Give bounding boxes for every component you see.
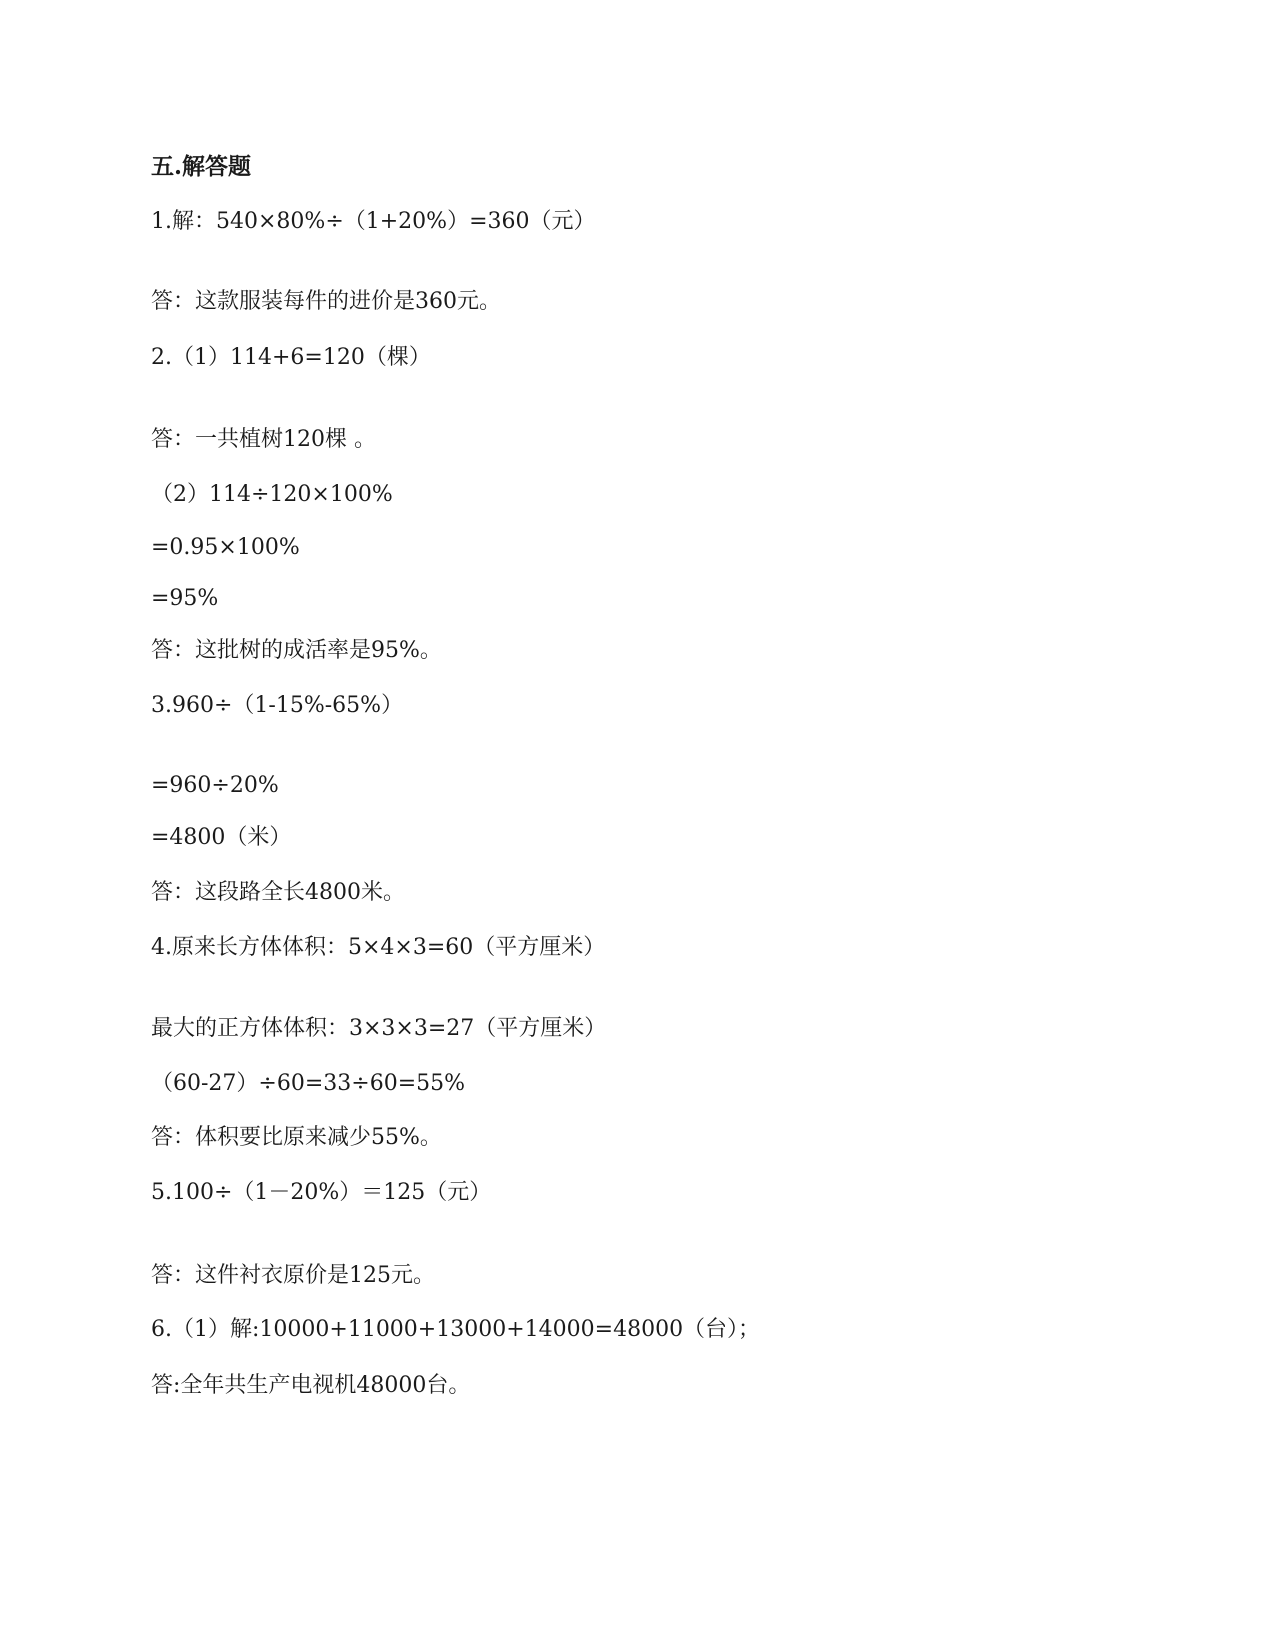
q1-solution: 1.解：540×80%÷（1+20%）=360（元） <box>151 209 596 234</box>
q3-step2: =960÷20% <box>151 773 279 798</box>
q2-part2-answer: 答：这批树的成活率是95%。 <box>151 638 442 663</box>
q2-part2-step1: （2）114÷120×100% <box>151 482 393 507</box>
q4-step2: 最大的正方体体积：3×3×3=27（平方厘米） <box>151 1016 607 1041</box>
q3-step1: 3.960÷（1-15%-65%） <box>151 693 404 718</box>
q4-answer: 答：体积要比原来减少55%。 <box>151 1125 442 1150</box>
q1-answer: 答：这款服装每件的进价是360元。 <box>151 289 501 314</box>
q6-part1-answer: 答:全年共生产电视机48000台。 <box>151 1373 471 1398</box>
q3-step3: =4800（米） <box>151 825 292 850</box>
q3-answer: 答：这段路全长4800米。 <box>151 880 405 905</box>
q4-step1: 4.原来长方体体积：5×4×3=60（平方厘米） <box>151 935 606 960</box>
q2-part2-step3: =95% <box>151 586 219 611</box>
q5-answer: 答：这件衬衣原价是125元。 <box>151 1263 435 1288</box>
q4-step3: （60-27）÷60=33÷60=55% <box>151 1071 466 1096</box>
q5-solution: 5.100÷（1－20%）＝125（元） <box>151 1180 492 1205</box>
q2-part1-answer: 答：一共植树120棵 。 <box>151 427 376 452</box>
section-heading: 五.解答题 <box>151 153 252 180</box>
q2-part2-step2: =0.95×100% <box>151 535 300 560</box>
q6-part1-solution: 6.（1）解:10000+11000+13000+14000=48000（台）； <box>151 1317 761 1342</box>
q2-part1-solution: 2.（1）114+6=120（棵） <box>151 345 431 370</box>
